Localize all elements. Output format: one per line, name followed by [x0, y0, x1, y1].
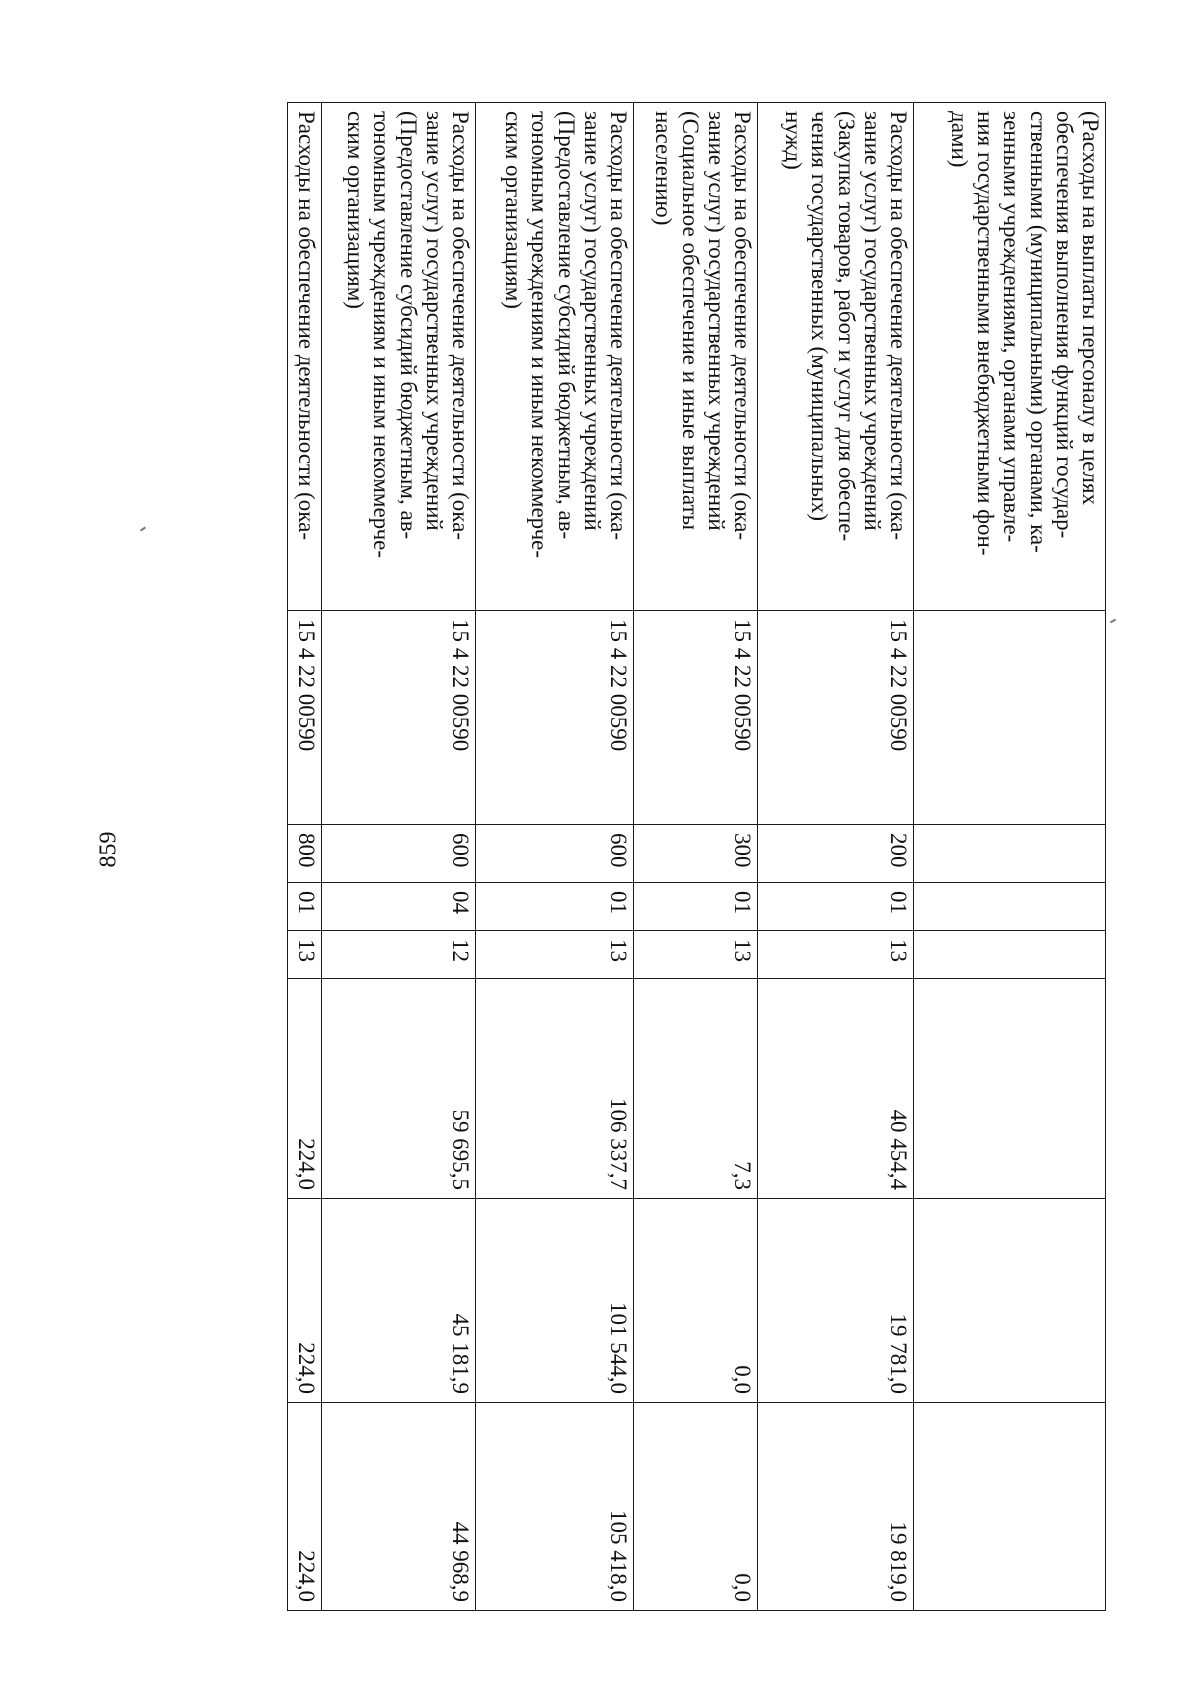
description-line: ским организациям) [343, 111, 369, 309]
table-row [758, 103, 914, 1611]
section-cell: 01 [634, 883, 758, 931]
section-cell [914, 883, 1106, 931]
description-line: нужд) [781, 111, 807, 170]
budget-table [287, 102, 1106, 1611]
amount-cell: 44 968,9 [322, 1403, 476, 1611]
expense-type-cell: 800 [288, 825, 322, 883]
description-line: тономным учреждениям и иным некоммерче- [369, 111, 395, 559]
amount-cell: 0,0 [634, 1403, 758, 1611]
subsection-cell: 13 [758, 931, 914, 979]
amount-cell: 224,0 [288, 979, 322, 1199]
section-cell: 01 [476, 883, 634, 931]
table-row [322, 103, 476, 1611]
description-line: Расходы на обеспечение деятельности (ока- [886, 111, 911, 540]
page-number: 859 [95, 831, 122, 868]
description-line: (Предоставление субсидий бюджетным, ав- [553, 111, 579, 540]
description-line: (Предоставление субсидий бюджетным, ав- [395, 111, 421, 540]
description-line: Расходы на обеспечение деятельности (ока- [294, 111, 319, 540]
scan-mark [1110, 619, 1116, 624]
section-cell: 01 [288, 883, 322, 931]
table-row [914, 103, 1106, 1611]
program-code-cell: 15 4 22 00590 [758, 611, 914, 825]
description-line: дами) [946, 111, 972, 168]
section-cell: 04 [322, 883, 476, 931]
expense-type-cell: 300 [634, 825, 758, 883]
description-line: зание услуг) государственных учреждений [579, 111, 605, 531]
description-line: (Закупка товаров, работ и услуг для обеспе- [833, 111, 859, 542]
description-line: тономным учреждениям и иным некоммерче- [527, 111, 553, 559]
program-code-cell: 15 4 22 00590 [476, 611, 634, 825]
amount-cell: 45 181,9 [322, 1199, 476, 1403]
table-row [288, 103, 322, 1611]
amount-cell: 40 454,4 [758, 979, 914, 1199]
rotated-table-container [200, 102, 1106, 1610]
description-line: населению) [651, 111, 677, 226]
description-line: ния государственными внебюджетными фон- [973, 111, 999, 556]
description-line: (Социальное обеспечение и иные выплаты [677, 111, 703, 531]
description-cell [322, 103, 476, 611]
description-line: Расходы на обеспечение деятельности (ока- [448, 111, 473, 540]
table-body [288, 103, 1106, 1611]
subsection-cell [914, 931, 1106, 979]
amount-cell: 19 781,0 [758, 1199, 914, 1403]
amount-cell: 0,0 [634, 1199, 758, 1403]
table-row [476, 103, 634, 1611]
description-line: Расходы на обеспечение деятельности (ока- [730, 111, 755, 540]
amount-cell: 59 695,5 [322, 979, 476, 1199]
amount-cell: 224,0 [288, 1199, 322, 1403]
description-line: зенными учреждениями, органами управле- [999, 111, 1025, 543]
expense-type-cell [914, 825, 1106, 883]
description-line: ским организациям) [501, 111, 527, 309]
amount-cell: 105 418,0 [476, 1403, 634, 1611]
description-line: обеспечения выполнения функций государ- [1051, 111, 1077, 539]
subsection-cell: 13 [634, 931, 758, 979]
description-cell [288, 103, 322, 611]
amount-cell: 101 544,0 [476, 1199, 634, 1403]
amount-cell: 7,3 [634, 979, 758, 1199]
description-line: зание услуг) государственных учреждений [703, 111, 729, 531]
description-line: (Расходы на выплаты персоналу в целях [1078, 111, 1103, 506]
description-line: зание услуг) государственных учреждений [859, 111, 885, 531]
amount-cell [914, 979, 1106, 1199]
description-line: Расходы на обеспечение деятельности (ока- [606, 111, 631, 540]
program-code-cell: 15 4 22 00590 [322, 611, 476, 825]
subsection-cell: 12 [322, 931, 476, 979]
amount-cell: 106 337,7 [476, 979, 634, 1199]
description-cell [476, 103, 634, 611]
expense-type-cell: 600 [476, 825, 634, 883]
subsection-cell: 13 [476, 931, 634, 979]
amount-cell [914, 1403, 1106, 1611]
expense-type-cell: 600 [322, 825, 476, 883]
amount-cell: 224,0 [288, 1403, 322, 1611]
description-cell [758, 103, 914, 611]
section-cell: 01 [758, 883, 914, 931]
description-line: чения государственных (муниципальных) [807, 111, 833, 522]
amount-cell [914, 1199, 1106, 1403]
description-line: ственными (муниципальными) органами, ка- [1025, 111, 1051, 553]
scan-mark [140, 526, 146, 531]
program-code-cell: 15 4 22 00590 [634, 611, 758, 825]
table-row [634, 103, 758, 1611]
program-code-cell: 15 4 22 00590 [288, 611, 322, 825]
expense-type-cell: 200 [758, 825, 914, 883]
amount-cell: 19 819,0 [758, 1403, 914, 1611]
description-cell [914, 103, 1106, 611]
description-cell [634, 103, 758, 611]
subsection-cell: 13 [288, 931, 322, 979]
description-line: зание услуг) государственных учреждений [421, 111, 447, 531]
program-code-cell [914, 611, 1106, 825]
